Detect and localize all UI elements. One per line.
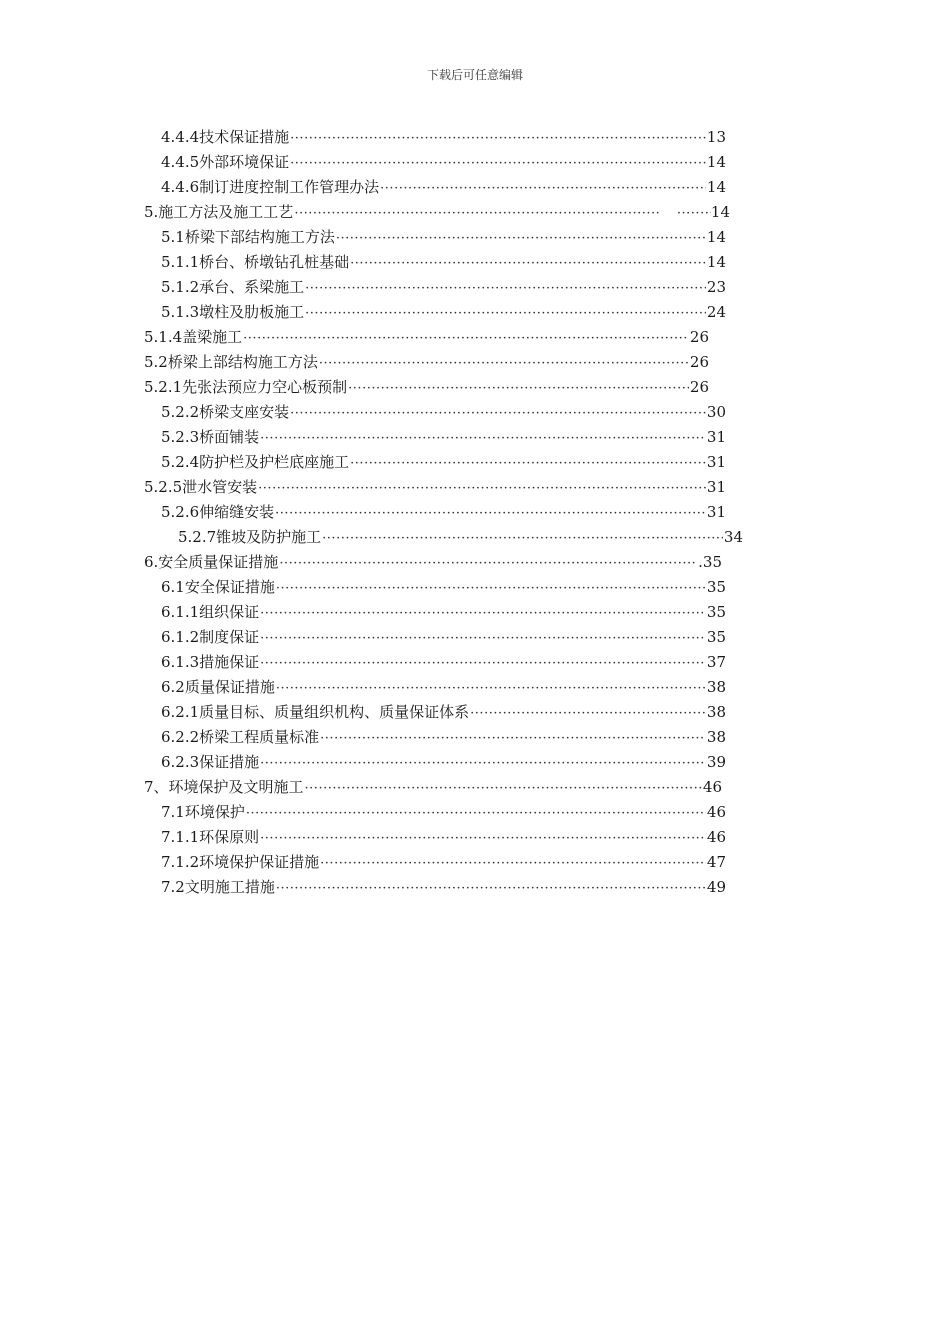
toc-entry[interactable] (161, 251, 726, 275)
toc-entry-title: 6.2.3保证措施 (161, 753, 260, 771)
toc-entry[interactable] (161, 226, 726, 250)
toc-entry[interactable] (144, 201, 730, 225)
toc-entry-title: 5.2.1先张法预应力空心板预制 (144, 378, 348, 396)
toc-entry-page: 31 (706, 428, 726, 446)
toc-entry-page: 46 (702, 778, 722, 796)
toc-entry-title: 7.1.2环境保护保证措施 (161, 853, 320, 871)
toc-entry[interactable] (161, 126, 726, 150)
toc-leader-dots (290, 406, 706, 421)
toc-entry-title: 6.1.3措施保证 (161, 653, 260, 671)
toc-entry-page: 24 (706, 303, 726, 321)
toc-entry[interactable] (161, 426, 726, 450)
toc-entry[interactable] (161, 676, 726, 700)
toc-entry-page: 23 (706, 278, 726, 296)
toc-leader-dots (276, 681, 706, 696)
toc-leader-dots (260, 831, 706, 846)
toc-entry-page: 35 (706, 628, 726, 646)
toc-entry-page: 14 (706, 228, 726, 246)
toc-entry-page: 38 (706, 678, 726, 696)
toc-entry[interactable] (144, 551, 722, 575)
toc-entry-page: 46 (706, 803, 726, 821)
toc-entry[interactable] (144, 376, 709, 400)
toc-entry[interactable] (144, 351, 709, 375)
toc-entry-page: 35 (706, 578, 726, 596)
toc-entry-title: 5.2.5泄水管安装 (144, 478, 258, 496)
toc-entry-page: 31 (706, 453, 726, 471)
toc-leader-dots (290, 156, 706, 171)
toc-entry-page: 31 (706, 478, 726, 496)
toc-entry[interactable] (161, 626, 726, 650)
toc-entry[interactable] (161, 151, 726, 175)
toc-entry-title: 5.2.7锥坡及防护施工 (178, 528, 322, 546)
toc-entry[interactable] (161, 451, 726, 475)
toc-entry-page: 34 (723, 528, 743, 546)
toc-entry-page: 14 (706, 153, 726, 171)
toc-leader-dots (275, 506, 706, 521)
toc-leader-dots (305, 306, 706, 321)
toc-entry-page: 38 (706, 703, 726, 721)
toc-entry-page: 14 (706, 253, 726, 271)
toc-entry-title: 4.4.4技术保证措施 (161, 128, 290, 146)
toc-leader-dots (322, 531, 723, 546)
toc-entry-page: 26 (689, 378, 709, 396)
toc-entry-title: 6.1.2制度保证 (161, 628, 260, 646)
toc-leader-dots (305, 281, 706, 296)
toc-entry[interactable] (161, 601, 726, 625)
toc-entry[interactable] (161, 301, 726, 325)
toc-entry-title: 6.2.1质量目标、质量组织机构、质量保证体系 (161, 703, 470, 721)
toc-leader-dots (260, 756, 706, 771)
toc-entry-title: 5.2.3桥面铺装 (161, 428, 260, 446)
toc-entry-page: .35 (698, 553, 722, 571)
toc-entry[interactable] (161, 501, 726, 525)
toc-leader-dots (260, 431, 706, 446)
toc-entry-page: 46 (706, 828, 726, 846)
toc-entry-page: 26 (689, 353, 709, 371)
toc-entry-title: 6.1安全保证措施 (161, 578, 275, 596)
toc-entry[interactable] (161, 651, 726, 675)
toc-leader-dots (320, 731, 706, 746)
toc-entry-title: 7、环境保护及文明施工 (144, 778, 304, 796)
toc-entry-page: 30 (706, 403, 726, 421)
toc-entry-title: 4.4.5外部环境保证 (161, 153, 290, 171)
toc-entry[interactable] (161, 401, 726, 425)
toc-entry-title: 5.1.2承台、系梁施工 (161, 278, 305, 296)
toc-entry-page: 49 (706, 878, 726, 896)
toc-entry-title: 5.1.1桥台、桥墩钻孔桩基础 (161, 253, 350, 271)
toc-leader-dots (258, 481, 706, 496)
toc-leader-dots (246, 806, 706, 821)
toc-leader-dots (276, 881, 706, 896)
toc-leader-dots (350, 256, 706, 271)
toc-entry-page: 39 (706, 753, 726, 771)
toc-entry[interactable] (178, 526, 743, 550)
toc-entry[interactable] (144, 476, 726, 500)
toc-entry-title: 5.2.4防护栏及护栏底座施工 (161, 453, 350, 471)
toc-entry[interactable] (161, 726, 726, 750)
toc-entry-title: 5.2桥梁上部结构施工方法 (144, 353, 318, 371)
toc-entry-title: 5.2.2桥梁支座安装 (161, 403, 290, 421)
toc-leader-dots (305, 781, 702, 796)
toc-leader-dots (276, 581, 706, 596)
toc-leader-dots (294, 206, 660, 221)
toc-leader-dots (279, 556, 697, 571)
toc-leader-dots (348, 381, 689, 396)
toc-entry-title: 7.2文明施工措施 (161, 878, 275, 896)
toc-entry[interactable] (144, 326, 709, 350)
toc-entry[interactable] (161, 576, 726, 600)
toc-entry-page: 37 (706, 653, 726, 671)
toc-leader-dots (260, 631, 706, 646)
page-header: 下载后可任意编辑 (426, 68, 523, 82)
toc-entry-title: 6.2.2桥梁工程质量标准 (161, 728, 320, 746)
toc-leader-dots (260, 656, 706, 671)
toc-entry-title: 7.1环境保护 (161, 803, 245, 821)
toc-entry-title: 6.2质量保证措施 (161, 678, 275, 696)
toc-entry-title: 5.1桥梁下部结构施工方法 (161, 228, 335, 246)
toc-entry-title: 5.1.3墩柱及肋板施工 (161, 303, 305, 321)
toc-entry-page: 14 (706, 178, 726, 196)
toc-entry[interactable] (161, 176, 726, 200)
toc-entry[interactable] (144, 776, 722, 800)
toc-entry[interactable] (161, 701, 726, 725)
toc-leader-dots (380, 181, 706, 196)
toc-entry-page: 26 (689, 328, 709, 346)
toc-entry-page: 38 (706, 728, 726, 746)
toc-leader-dots (260, 606, 706, 621)
toc-entry[interactable] (161, 826, 726, 850)
toc-leader-dots (336, 231, 706, 246)
toc-entry-page: 35 (706, 603, 726, 621)
toc-entry[interactable] (161, 801, 726, 825)
toc-entry-title: 4.4.6制订进度控制工作管理办法 (161, 178, 380, 196)
toc-entry-title: 6.安全质量保证措施 (144, 553, 279, 571)
toc-leader-dots (320, 856, 706, 871)
toc-leader-dots (350, 456, 706, 471)
toc-entry[interactable] (161, 751, 726, 775)
toc-entry[interactable] (161, 276, 726, 300)
toc-entry-page: 14 (710, 203, 730, 221)
toc-entry-title: 6.1.1组织保证 (161, 603, 260, 621)
toc-entry-page: 31 (706, 503, 726, 521)
toc-leader-dots (470, 706, 706, 721)
toc-entry-title: 5.2.6伸缩缝安装 (161, 503, 275, 521)
toc-entry-page: 47 (706, 853, 726, 871)
toc-leader-dots (290, 131, 706, 146)
toc-leader-dots (243, 331, 689, 346)
toc-entry-page: 13 (706, 128, 726, 146)
toc-entry[interactable] (161, 851, 726, 875)
toc-entry-title: 7.1.1环保原则 (161, 828, 260, 846)
toc-leader-dots (319, 356, 689, 371)
toc-entry-title: 5.1.4盖梁施工 (144, 328, 243, 346)
toc-entry[interactable] (161, 876, 726, 900)
toc-entry-title: 5.施工方法及施工工艺 (144, 203, 294, 221)
toc-leader-dots (677, 206, 711, 221)
